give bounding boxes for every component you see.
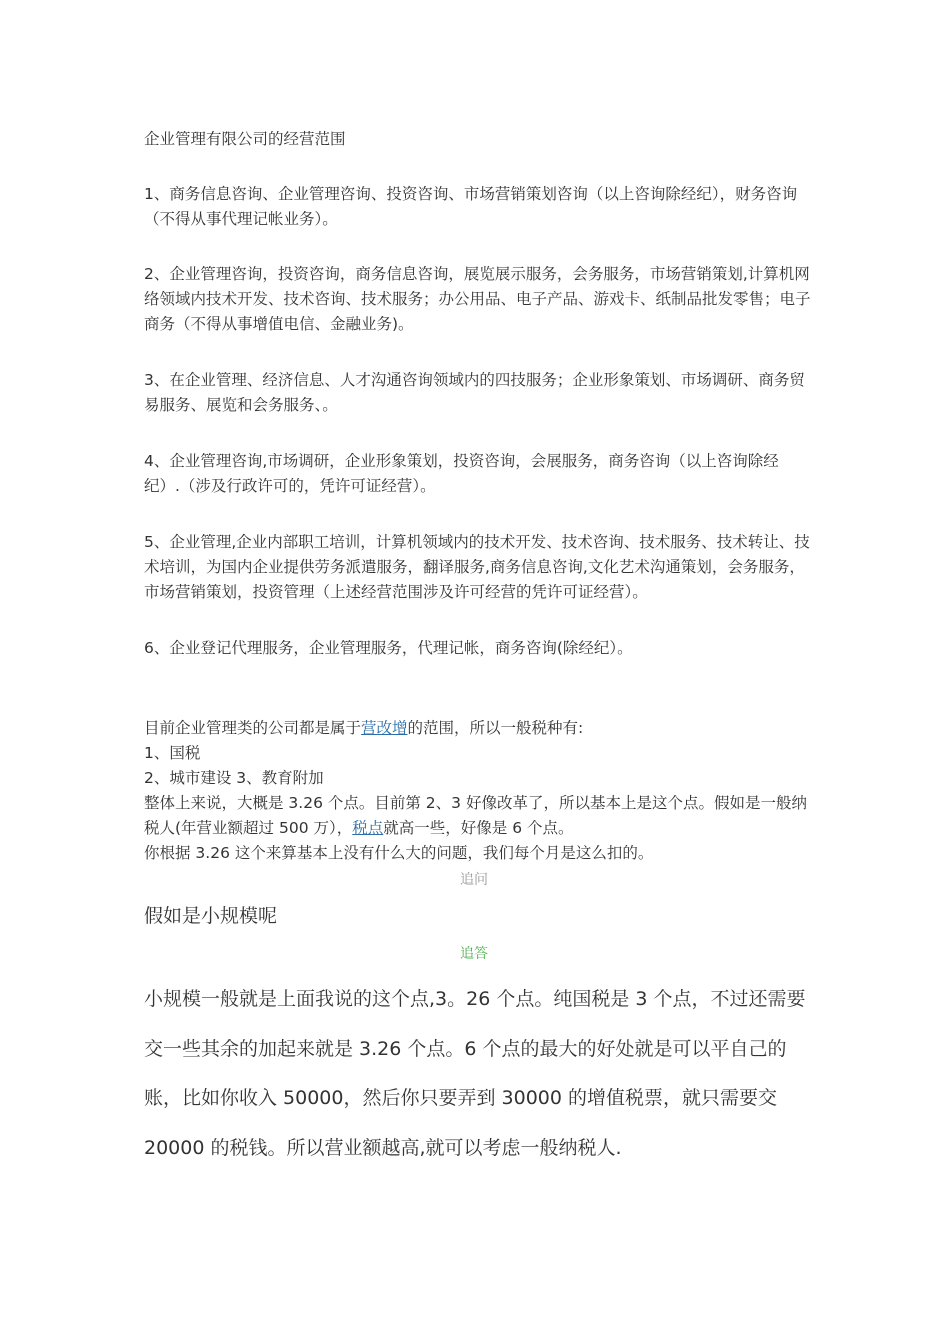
- scope-item-2: 2、企业管理咨询，投资咨询，商务信息咨询，展览展示服务，会务服务，市场营销策划,计算机网络领域内技术开发、技术咨询、技术服务；办公用品、电子产品、游戏卡、纸制品批发零售；电子商务（不得从事增值电信、金融业务)。: [144, 265, 811, 333]
- tax-intro-text: 目前企业管理类的公司都是属于: [144, 719, 362, 737]
- tax-paragraph-tail: 就高一些，好像是 6 个点。: [383, 819, 574, 837]
- followup-answer-label: 追答: [460, 946, 488, 962]
- tax-section: [144, 716, 814, 866]
- scope-item-3: 3、在企业管理、经济信息、人才沟通咨询领域内的四技服务；企业形象策划、市场调研、商务贸易服务、展览和会务服务、。: [144, 371, 805, 414]
- tax-paragraph: [144, 791, 814, 841]
- tax-item-1: 1、国税: [144, 744, 201, 762]
- tax-item-2: 2、城市建设 3、教育附加: [144, 769, 324, 787]
- scope-item-4: 4、企业管理咨询,市场调研，企业形象策划，投资咨询，会展服务，商务咨询（以上咨询除经纪）.（涉及行政许可的，凭许可证经营）。: [144, 452, 779, 495]
- tax-note: 你根据 3.26 这个来算基本上没有什么大的问题，我们每个月是这么扣的。: [144, 844, 654, 862]
- followup-answer: 小规模一般就是上面我说的这个点,3。26 个点。纯国税是 3 个点，不过还需要交一些其余的加起来就是 3.26 个点。6 个点的最大的好处就是可以平自己的账，比如你收入 50000，然后你只要弄到 30000 的增值税票，就只需要交 20000 的税钱。所以营业额越高,就可以考虑一般纳税人.: [144, 988, 806, 1159]
- scope-item-1: 1、商务信息咨询、企业管理咨询、投资咨询、市场营销策划咨询（以上咨询除经纪），财务咨询（不得从事代理记帐业务）。: [144, 185, 798, 228]
- link-yinggaizeng[interactable]: 营改增: [361, 719, 408, 737]
- followup-question-label: 追问: [460, 872, 488, 888]
- tax-intro: [144, 716, 814, 741]
- tax-paragraph-text: 整体上来说，大概是 3.26 个点。目前第 2、3 好像改革了，所以基本上是这个点。假如是一般纳税人(年营业额超过 500 万），: [144, 794, 807, 837]
- link-shuidian[interactable]: 税点: [352, 819, 384, 837]
- tax-intro-tail: 的范围，所以一般税种有:: [407, 719, 584, 737]
- page-title: 企业管理有限公司的经营范围: [144, 130, 346, 148]
- followup-question: 假如是小规模呢: [144, 905, 278, 927]
- scope-item-6: 6、企业登记代理服务，企业管理服务，代理记帐，商务咨询(除经纪）。: [144, 639, 633, 657]
- scope-item-5: 5、企业管理,企业内部职工培训，计算机领域内的技术开发、技术咨询、技术服务、技术转让、技术培训，为国内企业提供劳务派遣服务，翻译服务,商务信息咨询,文化艺术沟通策划，会务服务，市场营销策划，投资管理（上述经营范围涉及许可经营的凭许可证经营）。: [144, 533, 810, 601]
